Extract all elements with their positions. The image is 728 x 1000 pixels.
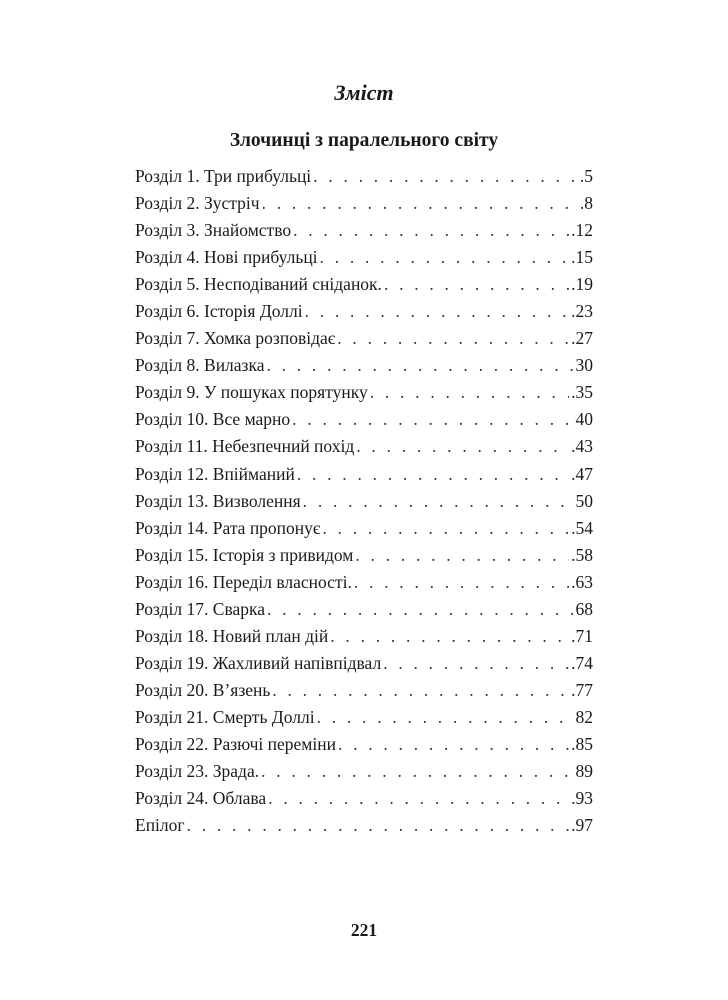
toc-entry-page: .54 (571, 517, 593, 538)
toc-entry-page: .63 (571, 571, 593, 592)
toc-entry-title: Розділ 11. Небезпечний похід (135, 436, 355, 457)
toc-entry-page: .5 (579, 166, 593, 186)
toc-entry-page: .77 (571, 679, 593, 700)
page-number: 221 (350, 920, 378, 940)
toc-entry-title: Розділ 14. Рата пропонує (135, 517, 321, 538)
dot-leader (266, 352, 573, 379)
toc-entry-title: Розділ 1. Три прибульці (135, 166, 312, 186)
toc-entry (135, 704, 593, 731)
dot-leader (320, 244, 570, 271)
dot-leader (338, 731, 569, 758)
dot-leader (267, 596, 574, 623)
dot-leader (272, 677, 569, 704)
toc-entry-page: .93 (571, 788, 593, 809)
page-title: Зміст (334, 80, 394, 105)
toc-entry-page: .8 (579, 193, 593, 214)
toc-entry-title: Розділ 9. У пошуках порятунку (135, 382, 368, 403)
toc-entry-page: 82 (575, 706, 593, 727)
toc-entry-title: Розділ 12. Впійманий (135, 463, 295, 484)
toc-entry-title: Розділ 22. Разючі переміни (135, 733, 336, 754)
toc-entry-page: .27 (571, 328, 593, 349)
toc-entry-page: .12 (571, 220, 593, 241)
dot-leader (297, 461, 569, 488)
toc-entry (135, 677, 593, 704)
toc-entry-title: Розділ 20. В’язень (135, 679, 271, 700)
dot-leader (383, 650, 569, 677)
toc-entry (135, 271, 593, 298)
toc-entry (135, 596, 593, 623)
table-of-contents (135, 163, 593, 839)
toc-entry-title: Розділ 17. Сварка (135, 598, 265, 619)
dot-leader (262, 190, 578, 217)
dot-leader (317, 704, 574, 731)
dot-leader (356, 433, 569, 460)
toc-entry-title: Розділ 5. Несподіваний сніданок. (135, 274, 382, 295)
dot-leader (187, 812, 570, 839)
dot-leader (305, 298, 570, 325)
dot-leader (313, 163, 578, 190)
toc-entry-page: .19 (571, 274, 593, 295)
toc-entry (135, 785, 593, 812)
toc-entry (135, 731, 593, 758)
toc-entry-title: Розділ 19. Жахливий напівпідвал (135, 652, 382, 673)
toc-entry-page: .43 (571, 436, 593, 457)
toc-entry-page: .15 (571, 247, 593, 268)
toc-entry (135, 569, 593, 596)
toc-entry-title: Розділ 10. Все марно (135, 409, 291, 430)
dot-leader (354, 569, 569, 596)
toc-entry (135, 433, 593, 460)
toc-entry-page: 40 (575, 409, 593, 430)
toc-entry-title: Розділ 18. Новий план дій (135, 625, 329, 646)
dot-leader (355, 542, 569, 569)
toc-entry-title: Розділ 3. Знайомство (135, 220, 292, 241)
dot-leader (322, 515, 569, 542)
toc-entry (135, 488, 593, 515)
toc-entry-title: Епілог (135, 815, 185, 836)
toc-entry (135, 650, 593, 677)
toc-entry-title: Розділ 2. Зустріч (135, 193, 260, 214)
toc-entry-page: .71 (571, 625, 593, 646)
dot-leader (261, 758, 573, 785)
toc-entry-page: .23 (571, 301, 593, 322)
toc-entry-page: 68 (575, 598, 593, 619)
toc-entry (135, 758, 593, 785)
toc-entry (135, 812, 593, 839)
dot-leader (337, 325, 569, 352)
dot-leader (268, 785, 569, 812)
toc-entry (135, 163, 593, 190)
toc-entry-page: 30 (575, 355, 593, 376)
toc-entry-page: .35 (571, 382, 593, 403)
toc-entry-title: Розділ 4. Нові прибульці (135, 247, 318, 268)
toc-entry-title: Розділ 7. Хомка розповідає (135, 328, 336, 349)
book-title: Злочинці з паралельного світу (229, 130, 499, 151)
dot-leader (330, 623, 569, 650)
toc-entry (135, 217, 593, 244)
toc-entry (135, 515, 593, 542)
toc-entry (135, 623, 593, 650)
toc-entry-title: Розділ 24. Облава (135, 788, 267, 809)
toc-entry-title: Розділ 15. Історія з привидом (135, 544, 354, 565)
toc-entry-title: Розділ 6. Історія Доллі (135, 301, 303, 322)
toc-entry (135, 298, 593, 325)
dot-leader (384, 271, 569, 298)
toc-entry-title: Розділ 23. Зрада. (135, 761, 260, 782)
toc-entry-title: Розділ 16. Переділ власності. (135, 571, 352, 592)
dot-leader (293, 217, 569, 244)
toc-entry-page: .85 (571, 733, 593, 754)
toc-entry-page: .97 (571, 815, 593, 836)
toc-entry-title: Розділ 21. Смерть Доллі (135, 706, 315, 727)
toc-entry (135, 190, 593, 217)
dot-leader (303, 488, 574, 515)
toc-entry (135, 406, 593, 433)
toc-entry (135, 244, 593, 271)
toc-entry (135, 461, 593, 488)
toc-entry-page: 89 (575, 761, 593, 782)
toc-entry-title: Розділ 8. Вилазка (135, 355, 265, 376)
toc-entry (135, 379, 593, 406)
toc-entry-page: 50 (575, 490, 593, 511)
toc-entry-page: .58 (571, 544, 593, 565)
dot-leader (370, 379, 569, 406)
toc-entry-title: Розділ 13. Визволення (135, 490, 301, 511)
toc-entry (135, 325, 593, 352)
toc-entry (135, 352, 593, 379)
toc-entry-page: .74 (571, 652, 593, 673)
dot-leader (292, 406, 573, 433)
toc-entry-page: .47 (571, 463, 593, 484)
toc-entry (135, 542, 593, 569)
